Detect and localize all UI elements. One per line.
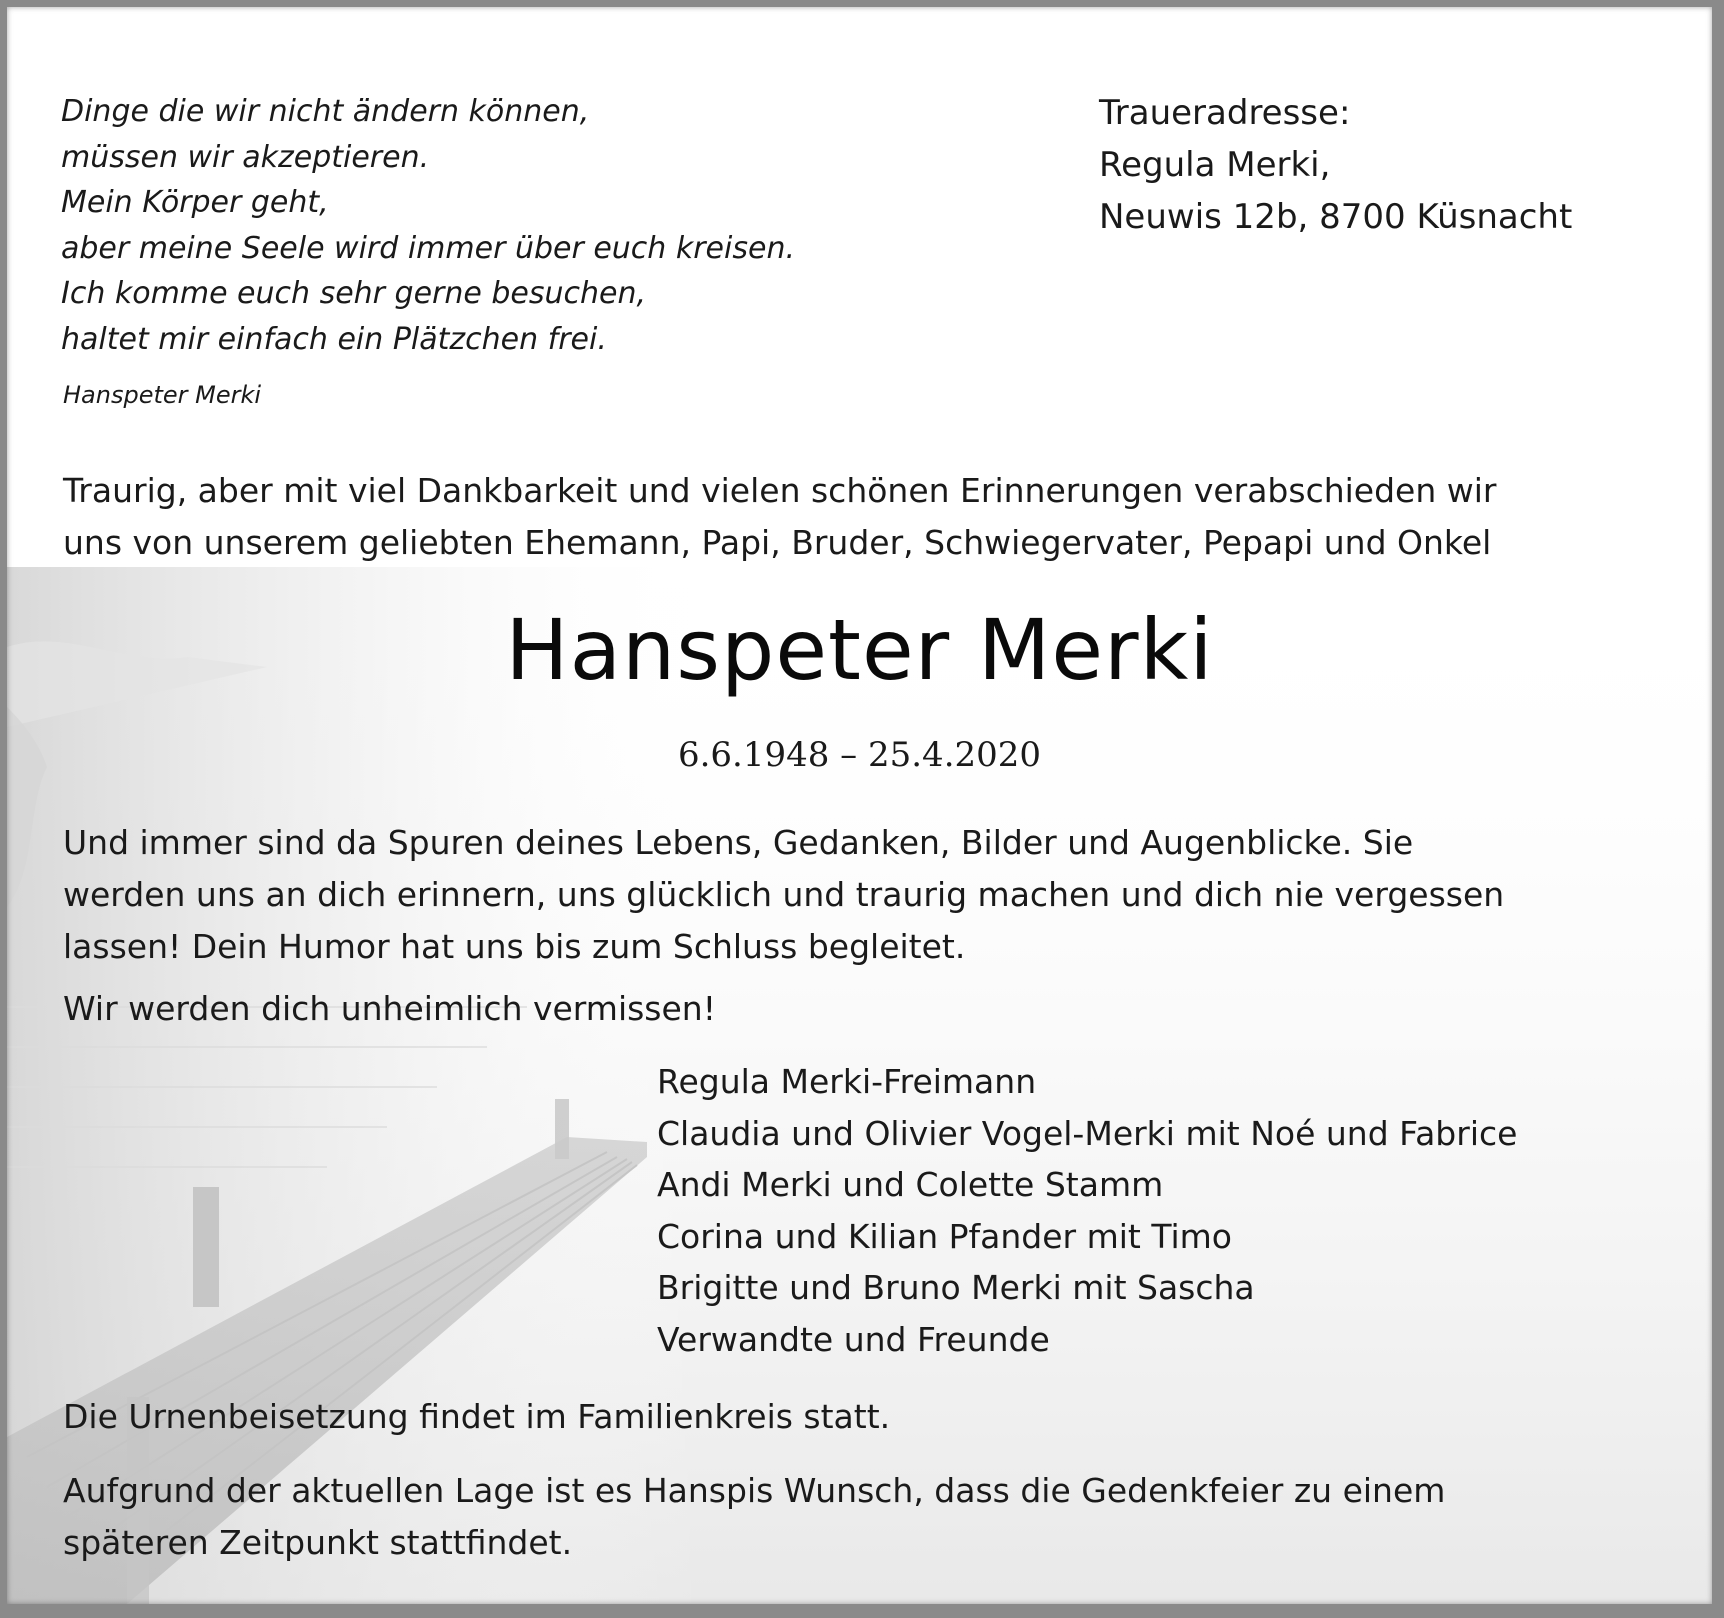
address-line: Regula Merki, bbox=[1099, 145, 1331, 185]
signers-list bbox=[657, 1056, 1517, 1365]
poem-line: aber meine Seele wird immer über euch kreisen. bbox=[61, 230, 795, 266]
poem-line: müssen wir akzeptieren. bbox=[61, 139, 430, 175]
signer: Verwandte und Freunde bbox=[657, 1319, 1050, 1359]
urn-burial-notice: Die Urnenbeisetzung findet im Familienkreis statt. bbox=[63, 1397, 891, 1436]
poem-line: Dinge die wir nicht ändern können, bbox=[61, 94, 590, 129]
paragraph-line: lassen! Dein Humor hat uns bis zum Schluss begleitet. bbox=[63, 927, 966, 966]
intro-text bbox=[63, 465, 1497, 569]
memorial-service-notice bbox=[63, 1465, 1445, 1569]
signer: Corina und Kilian Pfander mit Timo bbox=[657, 1216, 1232, 1256]
poem bbox=[61, 89, 795, 362]
notice-line: Aufgrund der aktuellen Lage ist es Hanspis Wunsch, dass die Gedenkfeier zu einem bbox=[63, 1471, 1446, 1510]
poem-author: Hanspeter Merki bbox=[63, 381, 262, 409]
paragraph-line: Und immer sind da Spuren deines Lebens, Gedanken, Bilder und Augenblicke. Sie bbox=[63, 823, 1414, 862]
poem-line: haltet mir einfach ein Plätzchen frei. bbox=[61, 321, 607, 357]
signer: Claudia und Olivier Vogel-Merki mit Noé und Fabrice bbox=[657, 1113, 1518, 1153]
poem-line: Mein Körper geht, bbox=[61, 185, 329, 220]
address-line: Neuwis 12b, 8700 Küsnacht bbox=[1099, 197, 1573, 237]
paragraph-line: werden uns an dich erinnern, uns glücklich und traurig machen und dich nie vergessen bbox=[63, 875, 1505, 914]
life-dates: 6.6.1948 – 25.4.2020 bbox=[677, 735, 1042, 775]
poem-line: Ich komme euch sehr gerne besuchen, bbox=[61, 276, 647, 311]
signer: Brigitte und Bruno Merki mit Sascha bbox=[657, 1268, 1255, 1307]
notice-line: späteren Zeitpunkt stattfindet. bbox=[63, 1523, 573, 1562]
address-heading: Traueradresse: bbox=[1099, 93, 1351, 133]
deceased-name: Hanspeter Merki bbox=[505, 601, 1214, 699]
signer: Regula Merki-Freimann bbox=[657, 1062, 1037, 1101]
memorial-paragraph bbox=[63, 817, 1504, 973]
intro-line: uns von unserem geliebten Ehemann, Papi, Bruder, Schwiegervater, Pepapi und Onkel bbox=[63, 523, 1492, 562]
intro-line: Traurig, aber mit viel Dankbarkeit und vielen schönen Erinnerungen verabschieden wir bbox=[63, 471, 1497, 510]
miss-you-line: Wir werden dich unheimlich vermissen! bbox=[63, 989, 716, 1028]
signer: Andi Merki und Colette Stamm bbox=[657, 1165, 1164, 1204]
mourning-address bbox=[1099, 87, 1572, 243]
